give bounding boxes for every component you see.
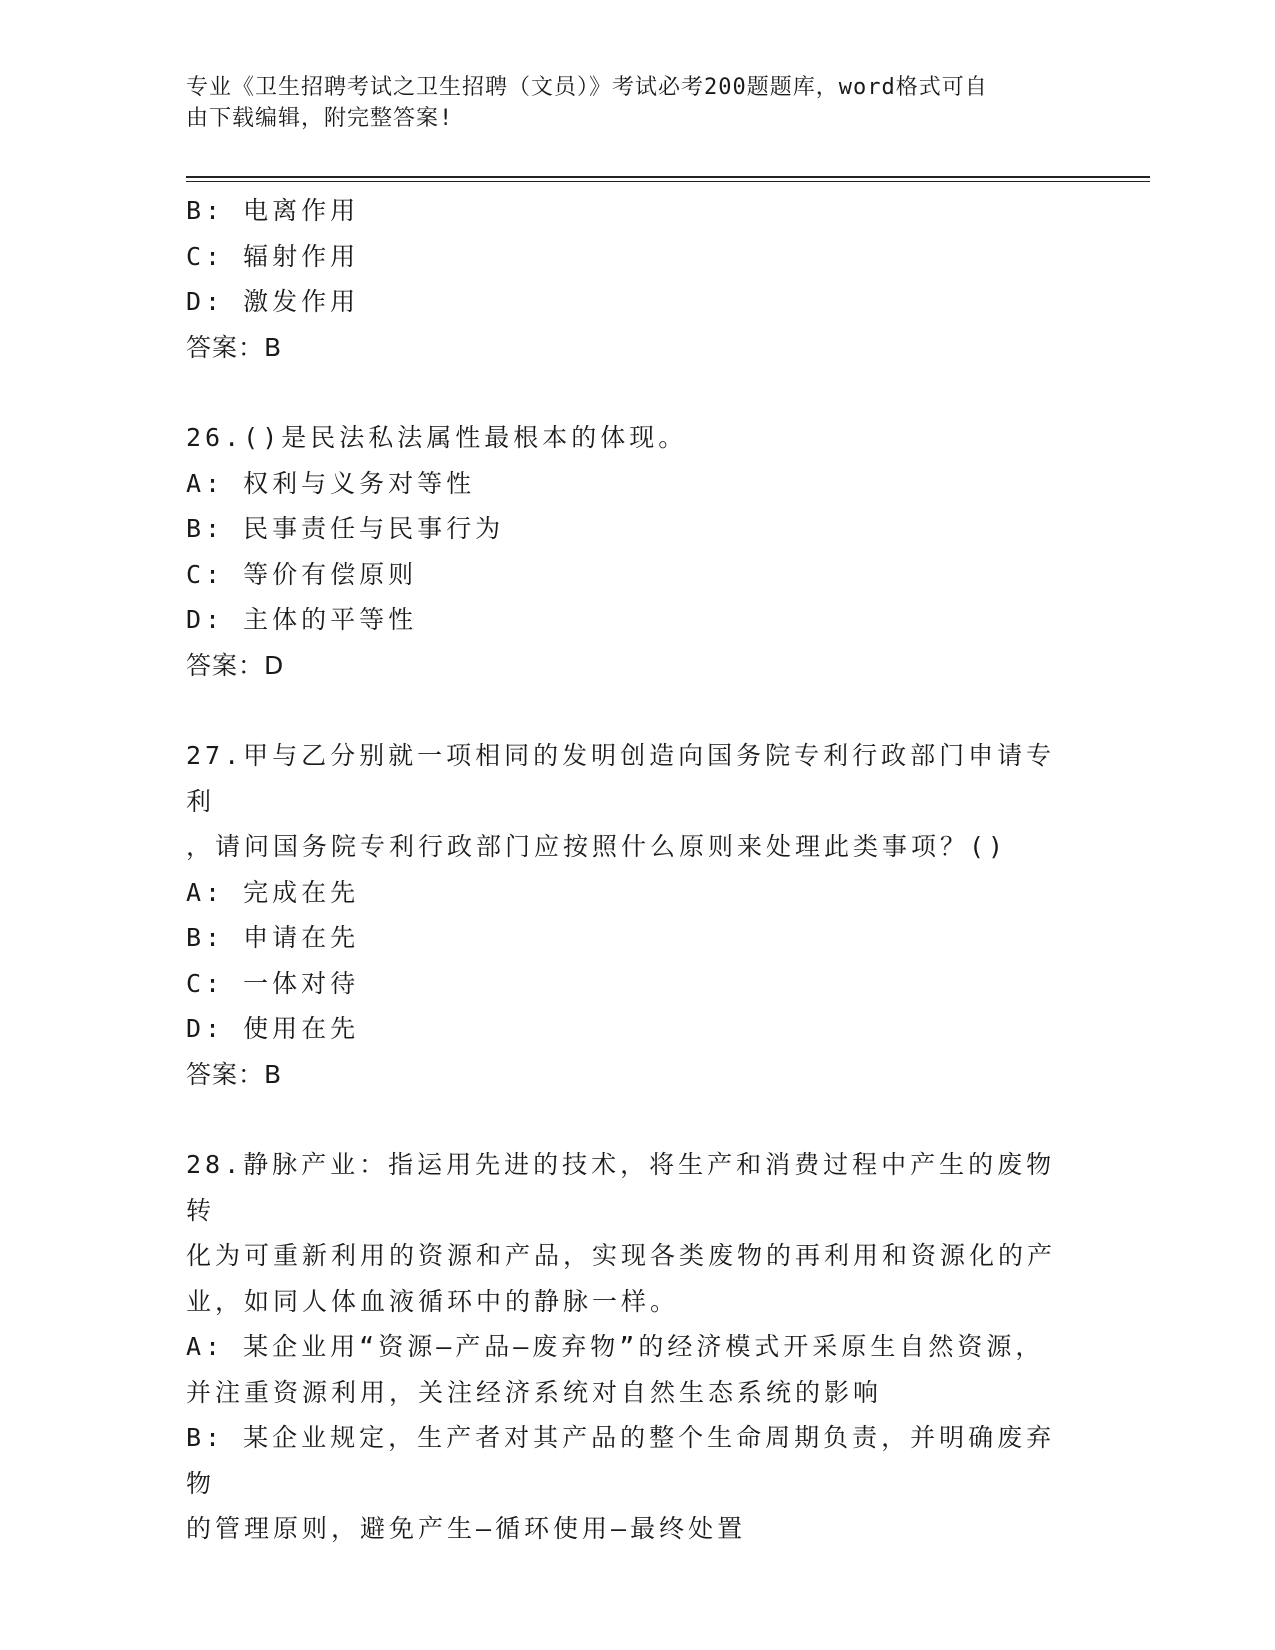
question-content	[186, 188, 1076, 1552]
option-a-line-1: A: 某企业用“资源—产品—废弃物”的经济模式开采原生自然资源，	[186, 1332, 1045, 1361]
header-line-1: 专业《卫生招聘考试之卫生招聘（文员）》考试必考200题题库，word格式可自	[186, 75, 988, 100]
option-d: D: 主体的平等性	[186, 605, 418, 634]
question-stem-line-1: 28.静脉产业：指运用先进的技术，将生产和消费过程中产生的废物转	[186, 1150, 1056, 1225]
option-d: D: 激发作用	[186, 287, 360, 316]
spacer	[186, 1097, 1076, 1142]
answer: 答案：B	[186, 332, 283, 362]
question-stem-line-2: 化为可重新利用的资源和产品，实现各类废物的再利用和资源化的产	[186, 1241, 1057, 1270]
option-a-line-2: 并注重资源利用，关注经济系统对自然生态系统的影响	[186, 1377, 883, 1407]
option-c: C: 等价有偿原则	[186, 559, 418, 589]
header-divider-thin	[186, 181, 1150, 182]
spacer	[186, 370, 1076, 415]
question-stem-line-2: ，请问国务院专利行政部门应按照什么原则来处理此类事项？()	[186, 832, 1008, 861]
question-28	[186, 1142, 1076, 1552]
spacer	[186, 688, 1076, 733]
option-c: C: 一体对待	[186, 968, 360, 998]
answer: 答案：D	[186, 650, 285, 680]
question-stem-line-3: 业，如同人体血液循环中的静脉一样。	[186, 1286, 680, 1316]
question-27	[186, 733, 1076, 1097]
question-25	[186, 188, 1076, 370]
answer: 答案：B	[186, 1059, 283, 1089]
option-d: D: 使用在先	[186, 1014, 360, 1043]
option-b: B: 电离作用	[186, 196, 360, 225]
question-stem-line-1: 27.甲与乙分别就一项相同的发明创造向国务院专利行政部门申请专利	[186, 741, 1056, 816]
document-header	[186, 72, 1066, 134]
option-b: B: 申请在先	[186, 923, 360, 952]
header-divider-thick	[186, 176, 1150, 178]
option-a: A: 权利与义务对等性	[186, 468, 476, 498]
question-26	[186, 415, 1076, 688]
option-a: A: 完成在先	[186, 877, 360, 907]
option-b-line-2: 的管理原则，避免产生—循环使用—最终处置	[186, 1514, 747, 1543]
option-b: B: 民事责任与民事行为	[186, 514, 505, 543]
option-c: C: 辐射作用	[186, 241, 360, 271]
question-stem: 26.()是民法私法属性最根本的体现。	[186, 423, 688, 452]
header-line-2: 由下载编辑，附完整答案!	[186, 106, 454, 131]
option-b-line-1: B: 某企业规定，生产者对其产品的整个生命周期负责，并明确废弃物	[186, 1423, 1056, 1498]
